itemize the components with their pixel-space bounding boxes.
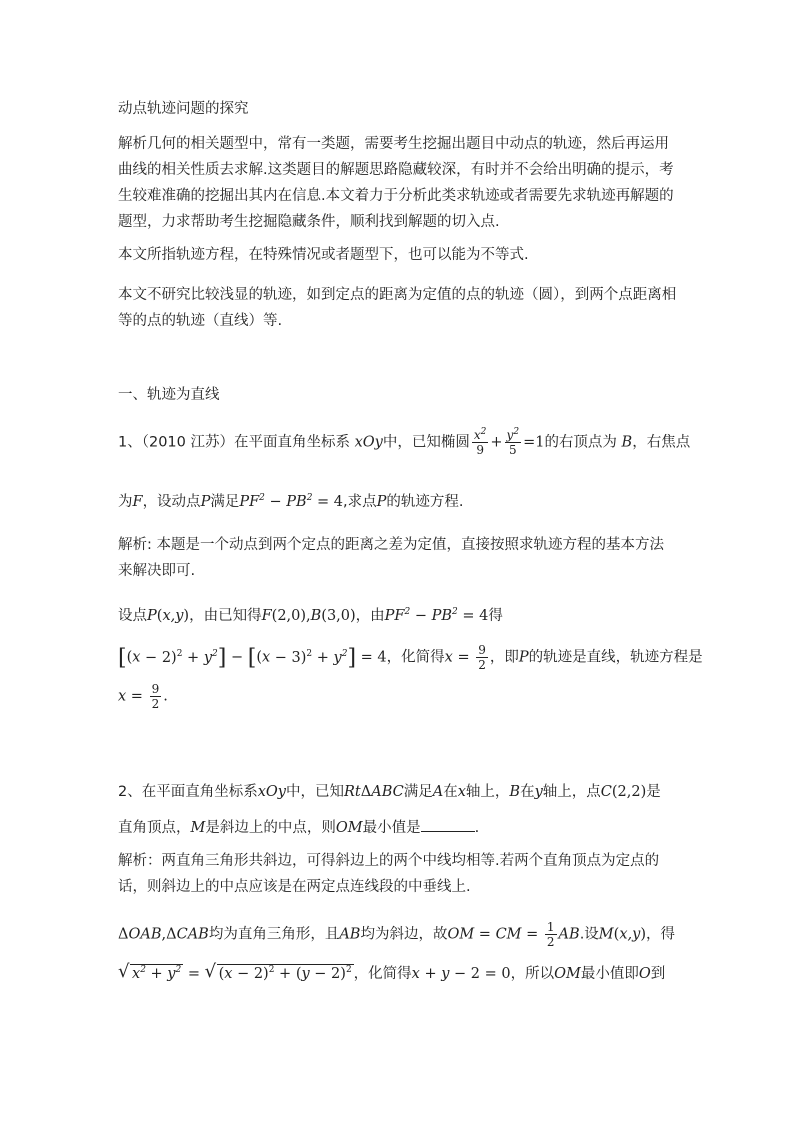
q2-line-2: 直角顶点，M是斜边上的中点，则OM最小值是 . xyxy=(118,816,479,837)
answer-blank xyxy=(421,817,475,832)
sqrt: √ $(x - 2)^2 + (y - 2)^2$ xyxy=(205,964,354,982)
q1-line-1: 1、（2010 江苏）在平面直角坐标系 xOy中，已知椭圆 $\frac{x^2}{9}$ + $\frac{y^2}{5}$ =1的右顶点为 B，右焦点 xyxy=(118,427,691,457)
fraction: $\frac{x^2}{9}$ xyxy=(473,427,487,457)
intro-paragraph-3: 本文不研究比较浅显的轨迹，如到定点的距离为定值的点的轨迹（圆），到两个点距离相等的点的轨迹（直线）等. xyxy=(118,287,677,329)
q2-solution-line-2: √ $x^2 + y^2$ = √ $(x - 2)^2 + (y - 2)^2$ ，化简得x + y − 2 = 0，所以OM最小值即O到 xyxy=(118,962,665,983)
fraction: $\frac{y^2}{5}$ xyxy=(506,427,520,457)
q1-solution-line-1: 设点P(x,y)，由已知得F(2,0),B(3,0)，由$PF^2 - PB^2 = 4$得 xyxy=(118,607,503,624)
document-title: 动点轨迹问题的探究 xyxy=(118,101,249,117)
fraction: $\frac{9}{2}$ xyxy=(151,682,160,711)
fraction: $\frac{9}{2}$ xyxy=(478,643,486,672)
intro-paragraph-1: 解析几何的相关题型中，常有一类题，需要考生挖掘出题目中动点的轨迹，然后再运用曲线的相关性质去求解.这类题目的解题思路隐藏较深，有时并不会给出明确的提示，考生较难准确的挖掘出其内在信息.本文着力于分析此类求轨迹或者需要先求轨迹再解题的题型，力求帮助考生挖掘隐藏条件，顺利找到解题的切入点. xyxy=(118,136,674,230)
q1-analysis: 解析: 本题是一个动点到两个定点的距离之差为定值，直接按照求轨迹方程的基本方法来解决即可. xyxy=(118,537,664,579)
q2-solution-line-1: ΔOAB,ΔCAB均为直角三角形，且AB均为斜边，故OM = CM = $\frac{1}{2}$ AB.设M(x,y)，得 xyxy=(118,920,675,949)
q1-line-2: 为F，设动点P满足$PF^2 - PB^2 = 4$,求点P的轨迹方程. xyxy=(118,493,464,510)
fraction: $\frac{1}{2}$ xyxy=(546,920,555,949)
q2-line-1: 2、在平面直角坐标系xOy中，已知RtΔABC满足A在x轴上，B在y轴上，点C(2,2)是 xyxy=(118,784,661,800)
intro-paragraph-2: 本文所指轨迹方程，在特殊情况或者题型下，也可以能为不等式. xyxy=(118,247,529,263)
q2-analysis: 解析：两直角三角形共斜边，可得斜边上的两个中线均相等.若两个直角顶点为定点的话，则斜边上的中点应该是在两定点连线段的中垂线上. xyxy=(118,853,660,895)
section-heading: 一、轨迹为直线 xyxy=(118,387,220,403)
q1-solution-line-3: x = $\frac{9}{2}$ . xyxy=(118,682,168,711)
sqrt: √ $x^2 + y^2$ xyxy=(118,964,183,982)
q1-solution-line-2: $[(x - 2)^2 + y^2] - [(x - 3)^2 + y^2] = 4$，化简得x = $\frac{9}{2}$ ，即P的轨迹是直线，轨迹方程是 xyxy=(118,643,703,672)
